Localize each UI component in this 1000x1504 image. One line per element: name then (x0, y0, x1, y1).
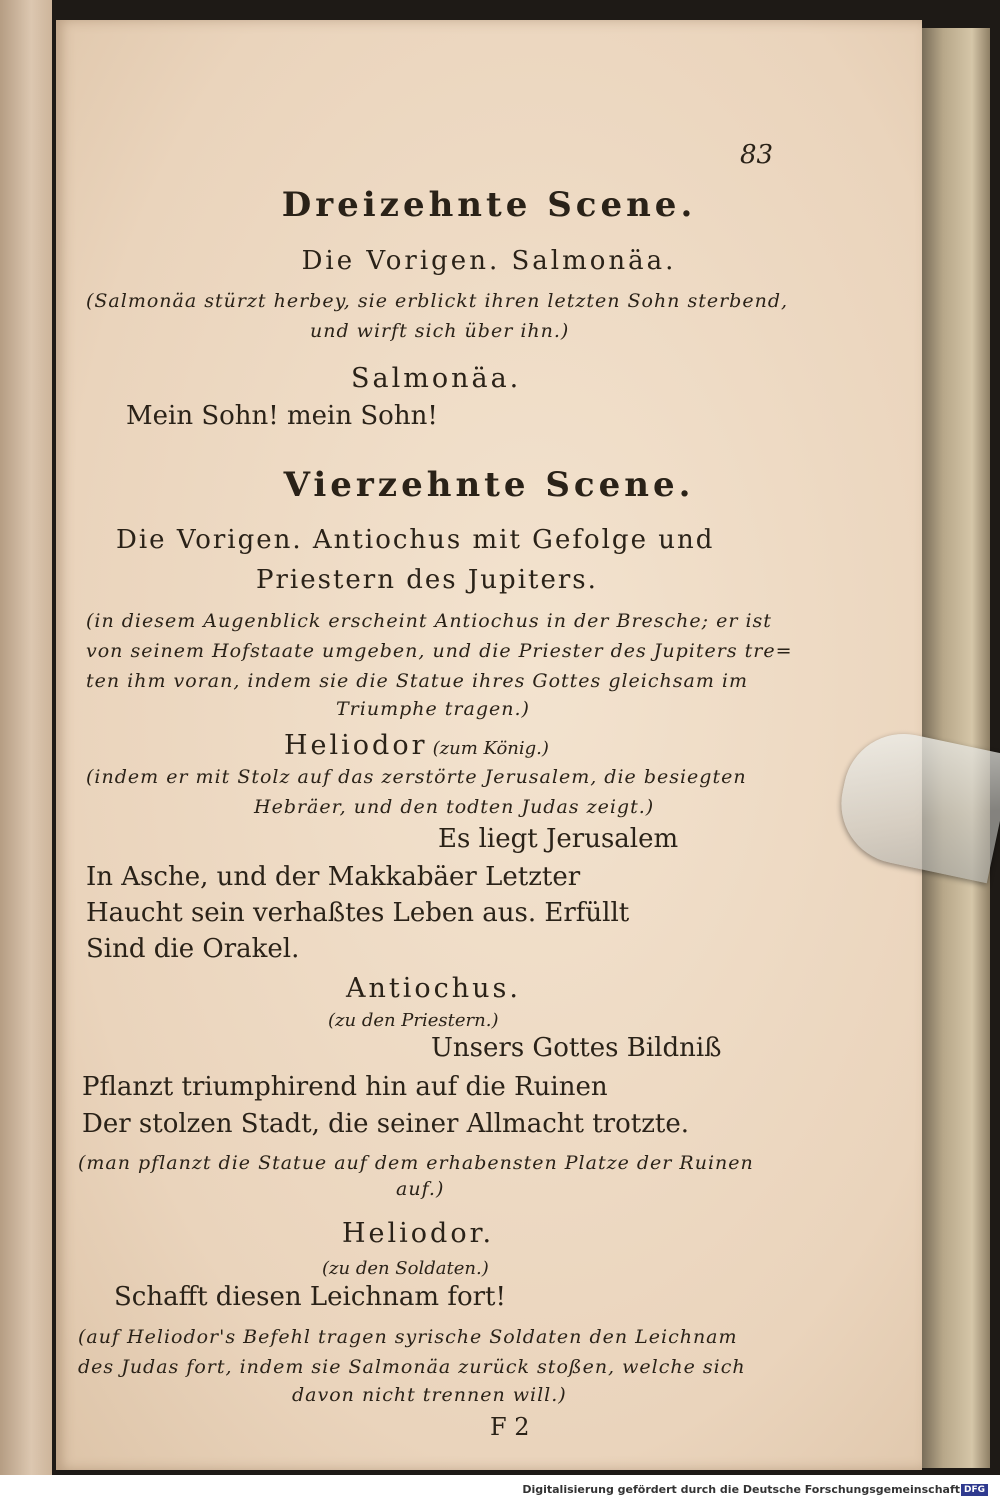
stage-direction: und wirft sich über ihn.) (310, 320, 570, 342)
page-number: 83 (740, 140, 774, 170)
scene-persons: Die Vorigen. Antiochus mit Gefolge und (116, 525, 715, 555)
speaker-note: (zu den Soldaten.) (322, 1258, 489, 1279)
stage-direction: (auf Heliodor's Befehl tragen syrische Soldaten den Leichnam (78, 1326, 738, 1348)
speaker-note: (zum König.) (432, 738, 549, 759)
scene-persons: Priestern des Jupiters. (256, 565, 598, 595)
verse-line: Es liegt Jerusalem (438, 824, 679, 854)
footer-bar (0, 1475, 1000, 1504)
stage-direction: (man pflanzt die Statue auf dem erhabensten Platze der Ruinen (78, 1152, 754, 1174)
stage-direction: davon nicht trennen will.) (292, 1384, 567, 1406)
verse-line: Der stolzen Stadt, die seiner Allmacht trotzte. (82, 1109, 690, 1139)
left-page-edge (0, 0, 52, 1475)
stage-direction: von seinem Hofstaate umgeben, und die Priester des Jupiters tre= (86, 640, 793, 662)
funding-notice: Digitalisierung gefördert durch die Deutsche Forschungsgemeinschaft (522, 1483, 960, 1496)
scene-title: Vierzehnte Scene. (283, 465, 695, 505)
speaker-name: Heliodor. (342, 1218, 495, 1249)
speaker-name: Antiochus. (346, 973, 521, 1004)
stage-direction: (indem er mit Stolz auf das zerstörte Jerusalem, die besiegten (86, 766, 747, 788)
signature-mark: F 2 (490, 1413, 530, 1441)
dfg-logo: DFG (961, 1484, 988, 1496)
stage-direction: ten ihm voran, indem sie die Statue ihres Gottes gleichsam im (86, 670, 748, 692)
stage-direction: Hebräer, und den todten Judas zeigt.) (254, 796, 655, 818)
verse-line: Sind die Orakel. (86, 934, 300, 964)
stage-direction: des Judas fort, indem sie Salmonäa zurück stoßen, welche sich (78, 1356, 746, 1378)
speaker-note: (zu den Priestern.) (328, 1010, 499, 1031)
scene-persons: Die Vorigen. Salmonäa. (301, 246, 677, 276)
verse-line: Haucht sein verhaßtes Leben aus. Erfüllt (86, 898, 630, 928)
verse-line: Mein Sohn! mein Sohn! (126, 401, 438, 431)
verse-line: Unsers Gottes Bildniß (431, 1033, 722, 1063)
speaker-name: Heliodor (284, 730, 428, 761)
verse-line: Schafft diesen Leichnam fort! (114, 1282, 506, 1312)
verse-line: Pflanzt triumphirend hin auf die Ruinen (82, 1072, 608, 1102)
stage-direction: (Salmonäa stürzt herbey, sie erblickt ihren letzten Sohn sterbend, (86, 290, 789, 312)
stage-direction: Triumphe tragen.) (336, 698, 530, 720)
scene-title: Dreizehnte Scene. (281, 185, 697, 225)
speaker-line (284, 730, 549, 761)
stage-direction: auf.) (396, 1178, 445, 1200)
verse-line: In Asche, und der Makkabäer Letzter (86, 862, 581, 892)
speaker-name: Salmonäa. (351, 363, 522, 394)
book-page (56, 20, 922, 1470)
stage-direction: (in diesem Augenblick erscheint Antiochus in der Bresche; er ist (86, 610, 772, 632)
